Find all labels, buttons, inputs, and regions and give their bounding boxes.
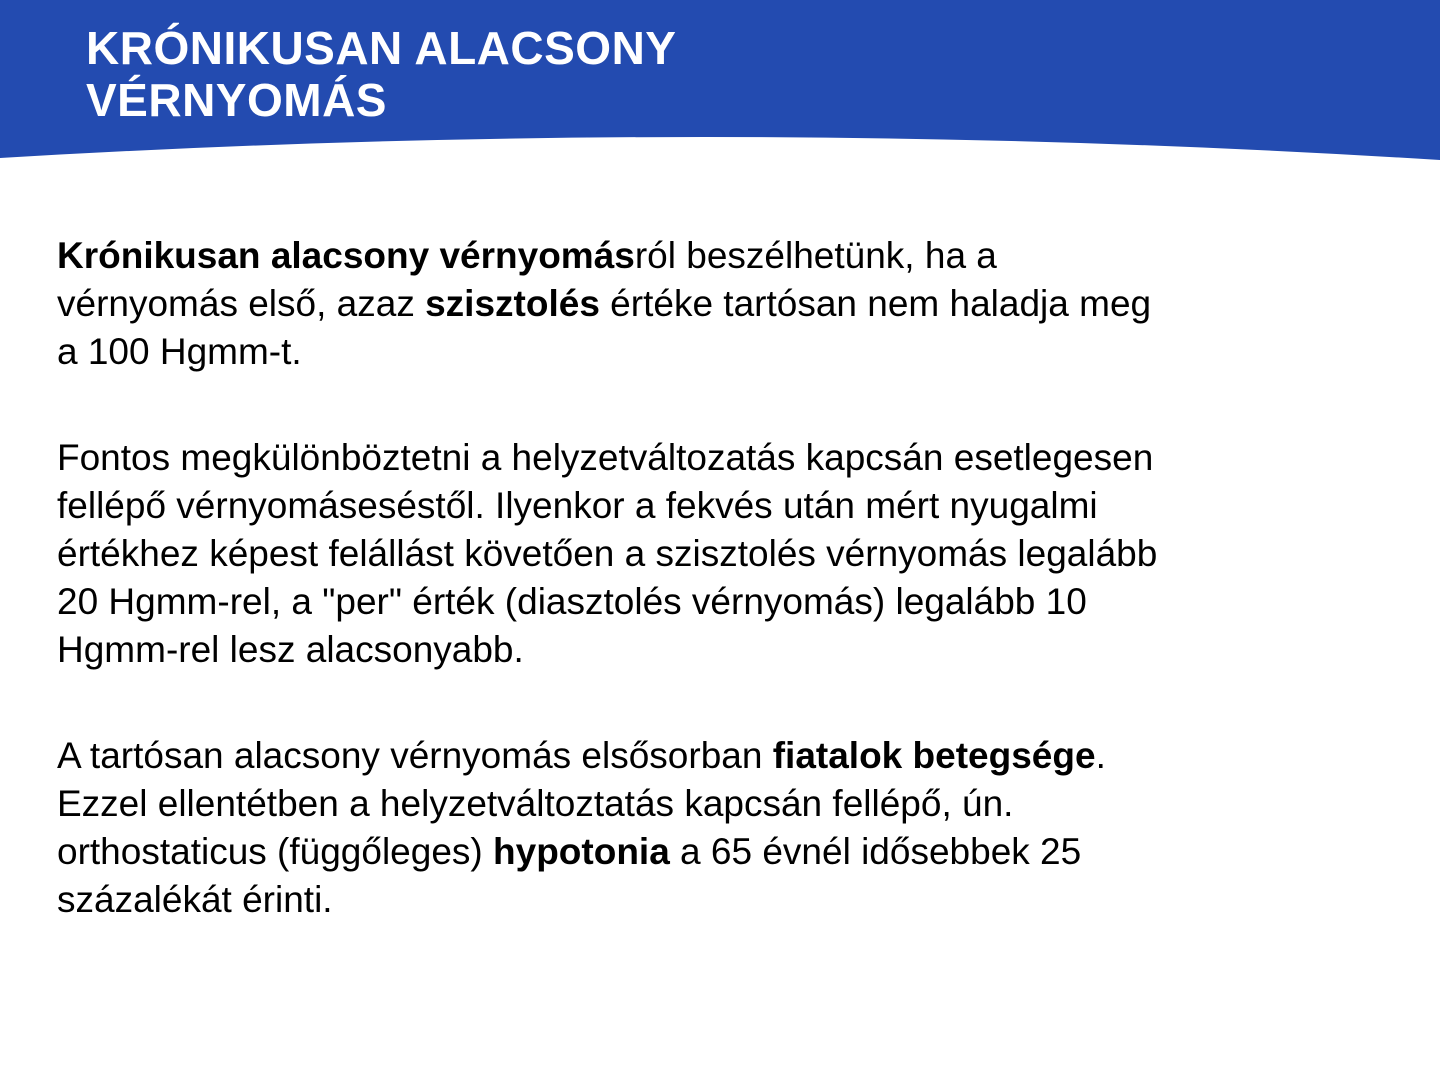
text-run: vérnyomás első, azaz (57, 283, 426, 324)
paragraph-line: fellépő vérnyomáseséstől. Ilyenkor a fekvés után mért nyugalmi (57, 485, 1098, 526)
slide-title (86, 22, 676, 126)
paragraph-line (57, 328, 1397, 376)
text-run: ról beszélhetünk, ha a (634, 235, 997, 276)
paragraph-line: 20 Hgmm-rel, a "per" érték (diasztolés vérnyomás) legalább 10 (57, 581, 1087, 622)
slide-body (57, 232, 1397, 924)
text-run: értéke tartósan nem haladja meg (599, 283, 1152, 324)
paragraph-line: Fontos megkülönböztetni a helyzetváltozatás kapcsán esetlegesen (57, 437, 1154, 478)
slide-title-line-2: VÉRNYOMÁS (86, 74, 387, 126)
paragraph-definition (57, 232, 1397, 376)
bold-term: hypotonia (493, 831, 670, 872)
paragraph-line: Hgmm-rel lesz alacsonyabb. (57, 629, 524, 670)
bold-term: Krónikusan alacsony vérnyomás (57, 235, 635, 276)
text-run: a 65 évnél idősebbek 25 (669, 831, 1082, 872)
bold-term: szisztolés (425, 283, 600, 324)
slide-title-line-1: KRÓNIKUSAN ALACSONY (86, 22, 677, 74)
text-run: orthostaticus (függőleges) (57, 831, 494, 872)
text-run: . (1095, 735, 1106, 776)
paragraph-prevalence (57, 732, 1397, 924)
paragraph-line: Ezzel ellentétben a helyzetváltoztatás kapcsán fellépő, ún. (57, 783, 1014, 824)
paragraph-line (57, 732, 1397, 780)
paragraph-line (57, 232, 1397, 280)
paragraph-orthostatic (57, 434, 1397, 674)
text-run: a 100 Hgmm-t. (57, 331, 302, 372)
paragraph-line (57, 828, 1397, 876)
text-run: A tartósan alacsony vérnyomás elsősorban (57, 735, 773, 776)
bold-term: fiatalok betegsége (772, 735, 1096, 776)
paragraph-line: százalékát érinti. (57, 879, 333, 920)
paragraph-line (57, 280, 1397, 328)
paragraph-line: értékhez képest felállást követően a szisztolés vérnyomás legalább (57, 533, 1158, 574)
